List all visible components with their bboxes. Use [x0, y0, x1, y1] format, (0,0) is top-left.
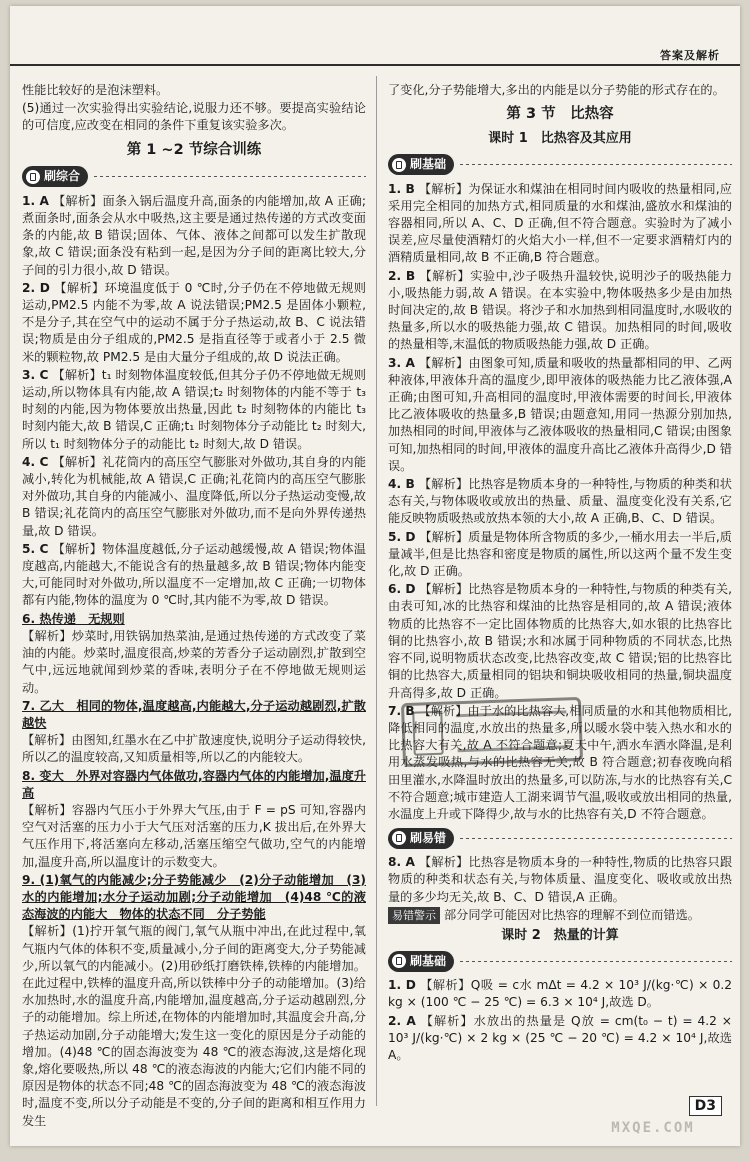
answer-key: 6. D [388, 582, 416, 597]
tag-chip [22, 166, 88, 187]
question-item [22, 367, 366, 453]
answer-key: 3. C [22, 367, 49, 382]
warning-label: 易错警示 [388, 907, 440, 924]
warning-note [388, 907, 732, 924]
explanation: 【解析】炒菜时,用铁锅加热菜油,是通过热传递的方式改变了菜油的内能。炒菜时,温度很高,炒菜的芳香分子运动剧烈,扩散到空气中,远远地就闻到炒菜的香味,表明分子在不停地做无规则运动。 [22, 628, 366, 695]
question-item [22, 454, 366, 540]
question-item [388, 977, 732, 1011]
paragraph: 性能比较好的是泡沫塑料。 [22, 83, 169, 97]
answer-key: 1. B [388, 181, 415, 196]
left-column [22, 82, 366, 1131]
explanation: 【解析】t₁ 时刻物体温度较低,但其分子仍不停地做无规则运动,所以物体具有内能,故 A 错误;t₂ 时刻物体的内能不等于 t₃ 时刻的内能,因为物体要放出热量,因此 t₂ 时刻物体的内能比 t₃ 时刻内能大,故 B 错误,C 正确;t₁ 时刻物体分子动能比 t₂ 时刻大,所以 t₁ 时刻物体分子的动能比 t₂ 时刻大,故 D 错误。 [22, 367, 366, 451]
answer-key: 5. C [22, 541, 49, 556]
watermark: MXQE.COM [611, 1120, 695, 1136]
question-item [22, 768, 366, 871]
section-tag [388, 827, 732, 849]
brush-icon [26, 170, 40, 184]
brush-icon [392, 158, 406, 172]
page-header [10, 6, 740, 70]
explanation: 【解析】由于水的比热容大,相同质量的水和其他物质相比,降低相同的温度,水放出的热量多,所以暖水袋中装入热水和水的比热容大有关,故 A 不符合题意;夏天中午,洒水车洒水降温,是利用水蒸发吸热,与水的比热容无关,故 B 符合题意;初春夜晚向稻田里灌水,水降温时放出的热量多,可以防冻,与水的比热容有关,C 不符合题意;城市建造人工湖来调节气温,吸收或放出相同的热量,水温度上升或下降得少,故与水的比热容有关,D 不符合题意。 [388, 703, 733, 821]
section-title: 第 3 节 比热容 [506, 106, 614, 123]
question-item [22, 541, 366, 610]
tag-label: 刷基础 [410, 157, 447, 171]
answer-key: 9. (1)氧气的内能减少;分子势能减少 (2)分子动能增加 (3)水的内能增加;水分子运动加剧;分子动能增加 (4)48 ℃的液态海波的内能大 物体的状态不同 分子势能 [22, 872, 366, 922]
explanation: 【解析】质量是物体所含物质的多少,一桶水用去一半后,质量减半,但是比热容和密度是物质的属性,所以这两个量不发生变化,故 D 正确。 [388, 529, 732, 579]
question-item [22, 193, 366, 279]
question-item [22, 611, 366, 697]
question-item [388, 268, 732, 354]
explanation: 【解析】Q吸 = c水 mΔt = 4.2 × 10³ J/(kg·℃) × 0.2 kg × (100 ℃ − 25 ℃) = 6.3 × 10⁴ J,故选 D。 [388, 978, 732, 1010]
explanation: 【解析】(1)拧开氧气瓶的阀门,氧气从瓶中冲出,在此过程中,氧气瓶内气体的体积不变,质量减小,分子间的距离变大,分子势能减少,所以氧气的内能减小。(2)用砂纸打磨铁棒,铁棒的内能增加。在此过程中,铁棒的温度升高,所以铁棒中分子的动能增加。(3)给水加热时,水的温度升高,内能增加,温度越高,分子运动越剧烈,分子的动能增加。综上所述,在物体的内能增加时,其温度会升高,分子热运动加剧,分子动能增大;发生这一变化的原因是分子动能的增加。(4)48 ℃的固态海波变为 48 ℃的液态海波,这是熔化现象,熔化要吸热,所以 48 ℃的液态海波的内能大;它们内能不同的原因是物体的状态不同;48 ℃的固态海波变为 48 ℃的液态海波时,温度不变,所以分子动能是不变的,分子间的距离和相互作用力发生 [22, 924, 366, 1128]
explanation: 【解析】水放出的热量是 Q放 = cm(t₀ − t) = 4.2 × 10³ J/(kg·℃) × 2 kg × (25 ℃ − 20 ℃) = 4.2 × 10⁴ J,故选 A。 [388, 1013, 732, 1062]
answer-key: 7. 乙大 相同的物体,温度越高,内能越大,分子运动越剧烈,扩散越快 [22, 698, 366, 730]
question-item [388, 854, 732, 906]
question-item [22, 698, 366, 767]
section-title: 第 1 ~2 节综合训练 [126, 141, 262, 158]
tag-line [94, 176, 366, 177]
explanation: 【解析】比热容是物质本身的一种特性,与物质的种类有关,由表可知,冰的比热容和煤油的比热容是相同的,故 A 错误;液体物质的比热容不一定比固体物质的比热容大,如水银的比热容比铜的比热容小,故 B 错误;水和冰属于同种物质的不同状态,比热容不同,说明物质状态改变,比热容改变,故 C 错误;铝的比热容比铜的比热容大,质量相同的铝块和铜块吸收相同的热量,铜块温度升高得多,故 D 正确。 [388, 582, 732, 700]
question-item [388, 476, 732, 528]
question-item [388, 355, 732, 475]
tag-label: 刷基础 [410, 953, 447, 968]
header-label: 答案及解析 [660, 49, 720, 62]
explanation: 【解析】礼花筒内的高压空气膨胀对外做功,其自身的内能减小,转化为机械能,故 A 错误,C 正确;礼花筒内的高压空气膨胀对外做功,其自身的内能减小、温度降低,所以分子热运动变慢,故 B 错误;礼花筒内的高压空气膨胀对外做功,而不是向外界传递热量,故 D 错误。 [22, 454, 367, 538]
answer-key: 1. A [22, 193, 49, 208]
tag-chip [388, 828, 454, 849]
lesson-title: 课时 2 热量的计算 [501, 927, 619, 943]
question-item [388, 529, 732, 581]
section-tag [22, 166, 366, 188]
tag-line [460, 838, 732, 839]
explanation: 【解析】为保证水和煤油在相同时间内吸收的热量相同,应采用完全相同的加热方式,相同质量的水和煤油,盛放水和煤油的容器相同,所以 A、C、D 正确,但不符合题意。实验时为了减小误差,应尽量使酒精灯的火焰大小一样,但不一定要求酒精灯内的酒精质量相同,故 B 不正确,B 符合题意。 [388, 181, 732, 265]
answer-key: 2. D [22, 280, 50, 295]
paragraph: (5)通过一次实验得出实验结论,说服力还不够。要提高实验结论的可信度,应改变在相同的条件下重复该实验多次。 [22, 101, 366, 133]
question-item [388, 703, 732, 823]
lesson-title: 课时 1 比热容及其应用 [488, 131, 632, 147]
right-column [388, 82, 732, 1065]
explanation: 【解析】面条入锅后温度升高,面条的内能增加,故 A 正确;煮面条时,面条会从水中吸热,这主要是通过热传递的方式改变面条的内能,故 B 错误;固体、气体、液体之间都可以发生扩散现象,故 C 错误;面条没有粘到一起,是因为分子间的距离比较大,分子间的引力很小,故 D 错误。 [22, 193, 366, 277]
explanation: 【解析】由图象可知,质量和吸收的热量都相同的甲、乙两种液体,甲液体升高的温度少,即甲液体的吸热能力比乙液体强,A 正确;由图可知,升高相同的温度时,甲液体需要的时间长,甲液体比乙液体吸收的热量多,B 错误;由题意知,用同一热源分别加热,加热相同的时间,甲液体与乙液体吸收的热量相同,C 错误;由图象可知,加热相同的时间,甲液体的温度升高比乙液体升高得少,D 错误。 [388, 355, 733, 473]
question-item [388, 181, 732, 267]
tag-label: 刷易错 [410, 830, 447, 845]
column-divider [376, 76, 377, 1106]
tag-line [460, 164, 732, 165]
explanation: 【解析】环境温度低于 0 ℃时,分子仍在不停地做无规则运动,PM2.5 内能不为零,故 A 说法错误;PM2.5 是固体小颗粒,不是分子,其在空气中的运动不属于分子热运动,故 B、C 说法错误;物质是由分子组成的,PM2.5 是指直径等于或者小于 2.5 微米的颗粒物,故 PM2.5 是由大量分子组成的,故 D 说法正确。 [22, 280, 366, 364]
answer-key: 6. 热传递 无规则 [22, 611, 125, 626]
brush-icon [392, 831, 406, 845]
tag-chip [388, 154, 454, 175]
answer-key: 2. A [388, 1013, 416, 1028]
explanation: 【解析】比热容是物质本身的一种特性,物质的比热容只跟物质的种类和状态有关,与物体质量、温度变化、吸收或放出热量的多少均无关,故 B、C、D 错误,A 正确。 [388, 855, 733, 904]
explanation: 【解析】容器内气压小于外界大气压,由于 F = pS 可知,容器内空气对活塞的压力小于大气压对活塞的压力,K 拔出后,在外界大气压作用下,将活塞向左移动,活塞压缩空气做功,空气的内能增加,温度升高,所以温度计的示数变大。 [22, 802, 366, 869]
paragraph: 了变化,分子势能增大,多出的内能是以分子势能的形式存在的。 [388, 83, 725, 97]
warning-text: 部分同学可能因对比热容的理解不到位而错选。 [444, 907, 700, 922]
question-item [22, 872, 366, 1130]
answer-key: 7. B [388, 703, 415, 718]
explanation: 【解析】由图知,红墨水在乙中扩散速度快,说明分子运动得较快,所以乙的温度较高,又知质量相等,所以乙的内能较大。 [22, 733, 366, 765]
explanation: 【解析】物体温度越低,分子运动越缓慢,故 A 错误;物体温度越高,内能越大,不能说含有的热量越多,故 B 错误;物体内能变大,可能同时对外做功,所以温度不一定增加,故 C 正确;一切物体都有内能,物体的温度为 0 ℃时,其内能不为零,故 D 错误。 [22, 541, 366, 608]
explanation: 【解析】实验中,沙子吸热升温较快,说明沙子的吸热能力小,吸热能力弱,故 A 错误。在本实验中,物体吸热多少是由加热时间决定的,故 B 错误。将沙子和水加热到相同温度时,水吸收的热量多,所以水的吸热能力强,故 C 错误。加热相同的时间,吸收的热量相等,末温低的物质吸热能力强,故 D 正确。 [388, 268, 733, 352]
page-number: D3 [689, 1096, 722, 1116]
brush-icon [392, 954, 406, 968]
header-rule [10, 64, 740, 66]
question-item [388, 1013, 732, 1065]
tag-label: 刷综合 [44, 169, 81, 184]
answer-key: 3. A [388, 355, 415, 370]
tag-line [460, 961, 732, 962]
answer-key: 5. D [388, 529, 416, 544]
question-item [388, 581, 732, 701]
answer-key: 2. B [388, 268, 416, 283]
answer-key: 4. B [388, 477, 415, 492]
section-tag [388, 950, 732, 972]
answer-key: 8. 变大 外界对容器内气体做功,容器内气体的内能增加,温度升高 [22, 768, 366, 800]
section-tag [388, 154, 732, 176]
answer-key: 1. D [388, 978, 416, 993]
page [10, 6, 740, 1146]
answer-key: 8. A [388, 855, 415, 870]
explanation: 【解析】比热容是物质本身的一种特性,与物质的种类和状态有关,与物体吸收或放出的热量、质量、温度变化没有关系,它能反映物质吸热或放热本领的大小,故 A 正确,B、C、D 错误。 [388, 477, 732, 526]
tag-chip [388, 951, 454, 972]
question-item [22, 280, 366, 366]
answer-key: 4. C [22, 454, 49, 469]
